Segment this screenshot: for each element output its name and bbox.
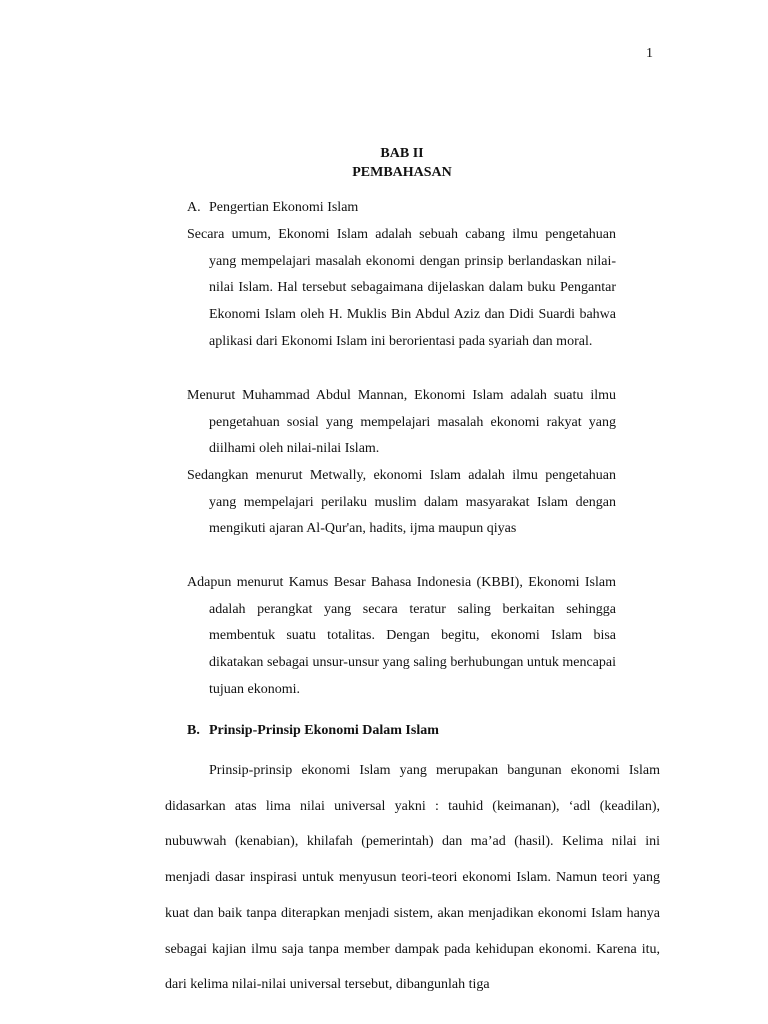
- section-a-letter: A.: [187, 200, 201, 215]
- section-b-title: Prinsip-Prinsip Ekonomi Dalam Islam: [209, 723, 439, 738]
- section-b-paragraph: Prinsip-prinsip ekonomi Islam yang merupakan bangunan ekonomi Islam didasarkan atas lima nilai universal yakni : tauhid (keimanan), ‘adl (keadilan), nubuwwah (kenabian), khilafah (pemerintah) dan ma’ad (hasil). Kelima nilai ini menjadi dasar inspirasi untuk menyusun teori-teori ekonomi Islam. Namun teori yang kuat dan baik tanpa diterapkan menjadi sistem, akan menjadikan ekonomi Islam hanya sebagai kajian ilmu saja tanpa member dampak pada kehidupan ekonomi. Karena itu, dari kelima nilai-nilai universal tersebut, dibangunlah tiga: [165, 763, 660, 993]
- section-b-letter: B.: [187, 723, 200, 738]
- definition-kbbi: Adapun menurut Kamus Besar Bahasa Indonesia (KBBI), Ekonomi Islam adalah perangkat yang secara teratur saling berkaitan sehingga membentuk suatu totalitas. Dengan begitu, ekonomi Islam bisa dikatakan sebagai unsur-unsur yang saling berhubungan untuk mencapai tujuan ekonomi.: [187, 575, 616, 697]
- section-b-heading: [187, 723, 439, 739]
- definition-general: Secara umum, Ekonomi Islam adalah sebuah cabang ilmu pengetahuan yang mempelajari masalah ekonomi dengan prinsip berlandaskan nilai-nilai Islam. Hal tersebut sebagaimana dijelaskan dalam buku Pengantar Ekonomi Islam oleh H. Muklis Bin Abdul Aziz dan Didi Suardi bahwa aplikasi dari Ekonomi Islam ini berorientasi pada syariah dan moral.: [187, 227, 616, 349]
- chapter-subtitle: PEMBAHASAN: [352, 165, 452, 180]
- definition-metwally: Sedangkan menurut Metwally, ekonomi Islam adalah ilmu pengetahuan yang mempelajari perilaku muslim dalam masyarakat Islam dengan mengikuti ajaran Al-Qur'an, hadits, ijma maupun qiyas: [187, 468, 616, 537]
- definition-mannan: Menurut Muhammad Abdul Mannan, Ekonomi Islam adalah suatu ilmu pengetahuan sosial yang mempelajari masalah ekonomi rakyat yang diilhami oleh nilai-nilai Islam.: [187, 388, 616, 457]
- section-a-title: Pengertian Ekonomi Islam: [209, 200, 359, 215]
- chapter-title: BAB II: [380, 146, 424, 161]
- section-a-heading: [187, 200, 358, 216]
- page-number: 1: [646, 46, 653, 61]
